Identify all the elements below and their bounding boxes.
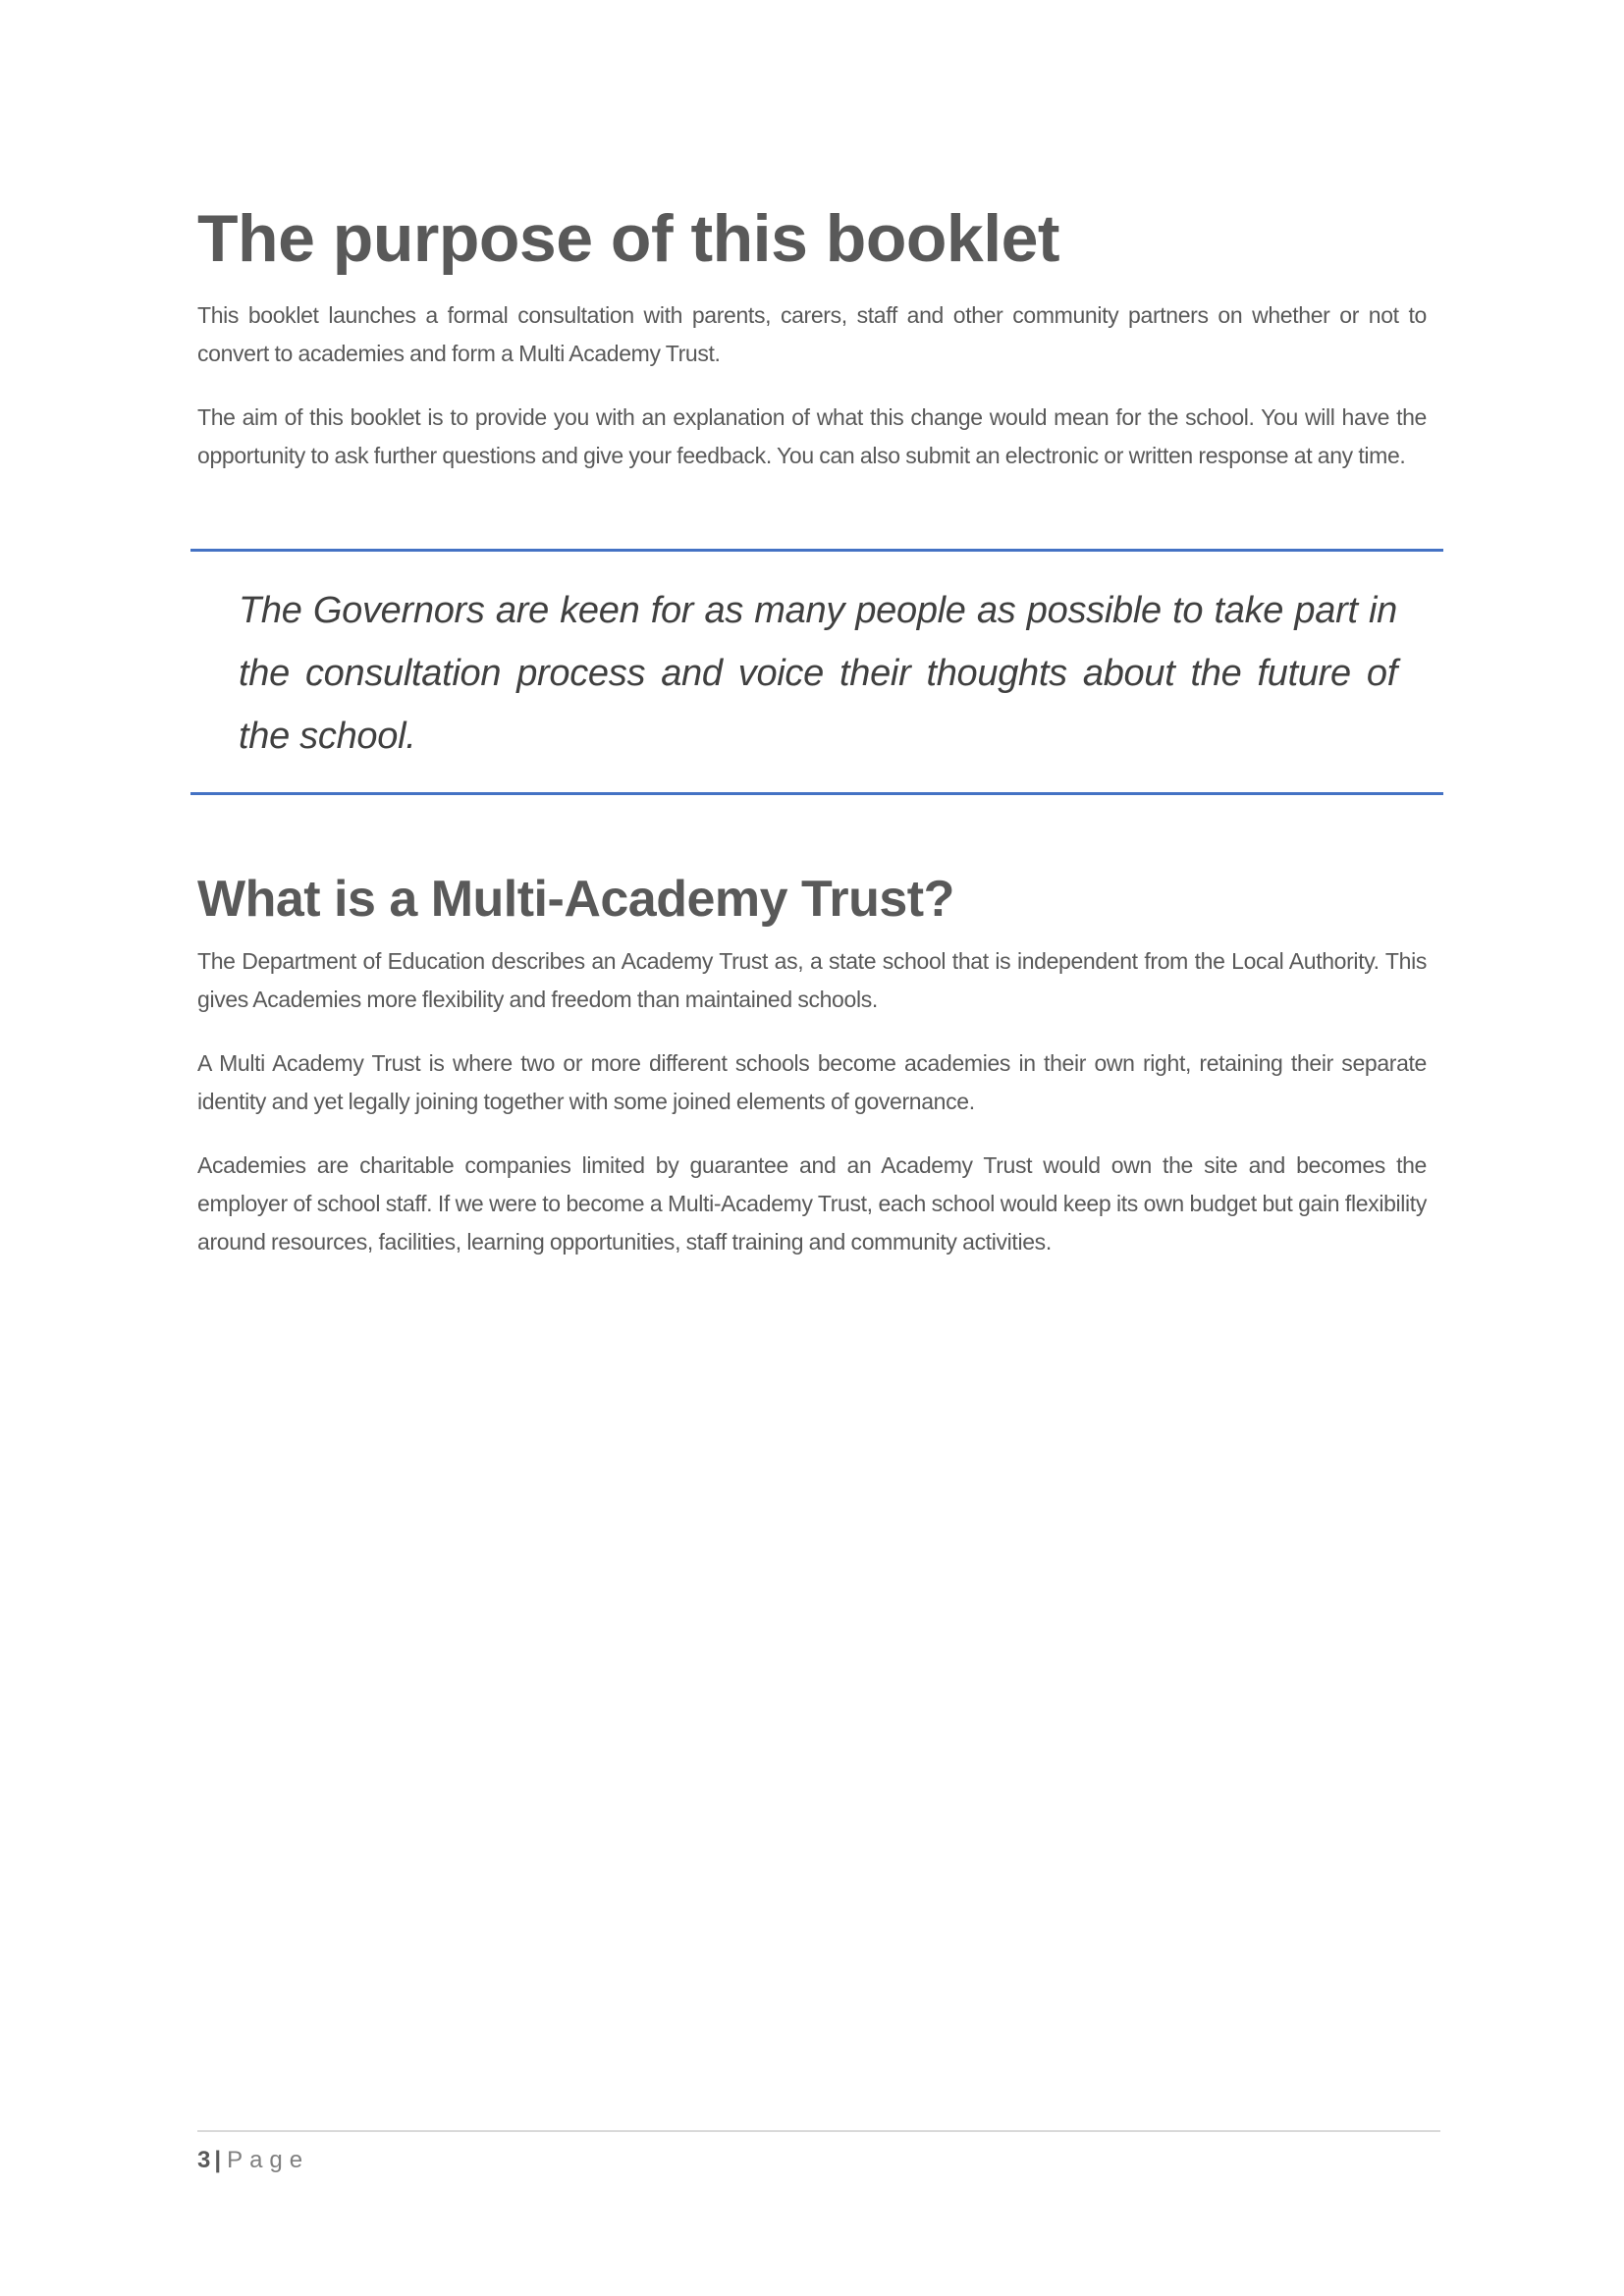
- paragraph: Academies are charitable companies limited by guarantee and an Academy Trust would own the site and becomes the employer of school staff. If we were to become a Multi-Academy Trust, each school would keep its own budget but gain flexibility around resources, facilities, learning opportunities, staff training and community activities.: [197, 1152, 1427, 1255]
- section-mat-body-1: [197, 942, 1427, 1019]
- section-mat-body-2: [197, 1044, 1427, 1121]
- quote-bottom-rule: [190, 792, 1443, 795]
- pull-quote: The Governors are keen for as many people as possible to take part in the consultation process and voice their thoughts about the future of the school.: [239, 590, 1397, 757]
- page-label: Page: [227, 2147, 310, 2173]
- section-heading-mat: What is a Multi-Academy Trust?: [197, 871, 954, 928]
- paragraph: A Multi Academy Trust is where two or more different schools become academies in their own right, retaining their separate identity and yet legally joining together with some joined elements of governance.: [197, 1050, 1427, 1114]
- paragraph: This booklet launches a formal consultation with parents, carers, staff and other community partners on whether or not to convert to academies and form a Multi Academy Trust.: [197, 302, 1427, 366]
- footer-separator: |: [214, 2147, 222, 2173]
- paragraph: The Department of Education describes an Academy Trust as, a state school that is independent from the Local Authority. This gives Academies more flexibility and freedom than maintained schools.: [197, 948, 1427, 1012]
- section-mat-body-3: [197, 1147, 1427, 1261]
- page-footer: [197, 2146, 309, 2175]
- paragraph: The aim of this booklet is to provide you with an explanation of what this change would mean for the school. You will have the opportunity to ask further questions and give your feedback. You can also submit an electronic or written response at any time.: [197, 404, 1427, 468]
- section-purpose-body-2: [197, 399, 1427, 475]
- section-purpose-body: [197, 296, 1427, 373]
- footer-divider: [197, 2130, 1440, 2132]
- section-heading-purpose: The purpose of this booklet: [197, 201, 1060, 276]
- quote-top-rule: [190, 549, 1443, 552]
- page-number: 3: [197, 2147, 211, 2173]
